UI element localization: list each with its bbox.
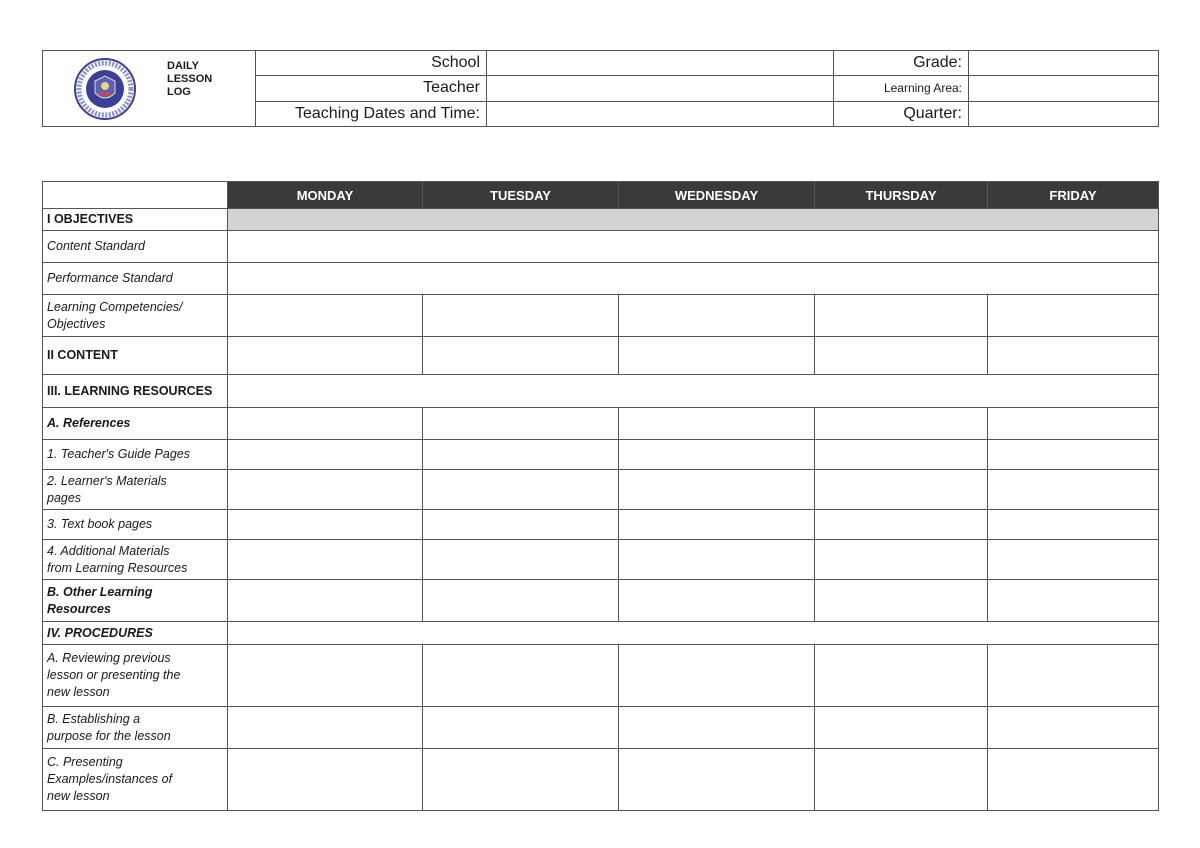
- day-header-tuesday: TUESDAY: [423, 182, 619, 209]
- section-row-procedures: [43, 622, 1159, 645]
- row-label-learning-resources: III. LEARNING RESOURCES: [43, 375, 228, 408]
- logo-cell: [43, 51, 256, 127]
- day-cell[interactable]: [423, 580, 619, 622]
- day-cell[interactable]: [228, 707, 423, 749]
- header-table: [42, 50, 1159, 127]
- day-cell[interactable]: [228, 470, 423, 510]
- label-line: Objectives: [47, 316, 106, 331]
- day-cell[interactable]: [815, 470, 988, 510]
- day-cell[interactable]: [619, 470, 815, 510]
- table-row: [43, 540, 1159, 580]
- label-line: Learning Competencies/: [47, 299, 183, 314]
- section-row-learning-resources: [43, 375, 1159, 408]
- table-row: [43, 645, 1159, 707]
- day-cell[interactable]: [423, 295, 619, 337]
- day-header-row: [43, 182, 1159, 209]
- label-line: A. Reviewing previous: [47, 651, 171, 665]
- title-line-daily: DAILY: [167, 60, 199, 72]
- table-row: [43, 440, 1159, 470]
- day-cell[interactable]: [988, 408, 1159, 440]
- day-cell[interactable]: [228, 295, 423, 337]
- day-cell[interactable]: [988, 470, 1159, 510]
- day-cell[interactable]: [423, 645, 619, 707]
- day-cell[interactable]: [988, 295, 1159, 337]
- teacher-field[interactable]: [487, 76, 834, 101]
- row-label-content-standard: Content Standard: [43, 231, 228, 263]
- day-cell[interactable]: [988, 440, 1159, 470]
- lesson-log-table: [42, 181, 1159, 811]
- day-cell[interactable]: [619, 645, 815, 707]
- day-cell[interactable]: [815, 408, 988, 440]
- day-cell[interactable]: [423, 540, 619, 580]
- row-label-performance-standard: Performance Standard: [43, 263, 228, 295]
- day-cell[interactable]: [423, 408, 619, 440]
- day-cell[interactable]: [228, 540, 423, 580]
- day-cell[interactable]: [619, 749, 815, 811]
- day-cell[interactable]: [228, 408, 423, 440]
- label-line: 2. Learner's Materials: [47, 473, 167, 488]
- day-cell[interactable]: [619, 337, 815, 375]
- day-cell[interactable]: [228, 749, 423, 811]
- day-cell[interactable]: [988, 510, 1159, 540]
- day-cell[interactable]: [423, 440, 619, 470]
- teaching-dates-label: Teaching Dates and Time:: [256, 101, 487, 126]
- day-cell[interactable]: [228, 337, 423, 375]
- day-cell[interactable]: [619, 295, 815, 337]
- learning-area-label: Learning Area:: [834, 76, 969, 101]
- label-line: new lesson: [47, 789, 110, 803]
- row-label-references: A. References: [43, 408, 228, 440]
- label-line: B. Establishing a: [47, 711, 141, 726]
- day-cell[interactable]: [619, 540, 815, 580]
- title-line-lesson: LESSON: [167, 73, 213, 85]
- row-label-learners-materials: [43, 470, 228, 510]
- table-row: [43, 470, 1159, 510]
- day-cell[interactable]: [423, 707, 619, 749]
- day-cell[interactable]: [815, 749, 988, 811]
- teacher-label: Teacher: [256, 76, 487, 101]
- day-cell[interactable]: [815, 440, 988, 470]
- day-header-friday: FRIDAY: [988, 182, 1159, 209]
- label-line: lesson or presenting the: [47, 668, 181, 682]
- row-label-learning-competencies: [43, 295, 228, 337]
- section-shade: [228, 375, 1159, 408]
- quarter-field[interactable]: [969, 101, 1159, 126]
- day-cell[interactable]: [815, 540, 988, 580]
- table-row: [43, 337, 1159, 375]
- daily-lesson-log-title: [167, 60, 212, 99]
- school-field[interactable]: [487, 51, 834, 76]
- day-cell[interactable]: [228, 645, 423, 707]
- day-cell[interactable]: [619, 510, 815, 540]
- label-line: from Learning Resources: [47, 560, 188, 575]
- row-label-procedures: IV. PROCEDURES: [43, 622, 228, 645]
- section-shade: [228, 622, 1159, 645]
- day-cell[interactable]: [815, 295, 988, 337]
- row-label-content: II CONTENT: [43, 337, 228, 375]
- day-cell[interactable]: [815, 645, 988, 707]
- table-row: [43, 408, 1159, 440]
- day-cell[interactable]: [423, 337, 619, 375]
- label-line: new lesson: [47, 685, 110, 699]
- day-cell[interactable]: [619, 580, 815, 622]
- table-row: [43, 295, 1159, 337]
- day-cell[interactable]: [228, 440, 423, 470]
- section-shade: [228, 209, 1159, 231]
- day-cell[interactable]: [423, 749, 619, 811]
- learning-area-field[interactable]: [969, 76, 1159, 101]
- day-cell[interactable]: [815, 580, 988, 622]
- day-cell[interactable]: [988, 580, 1159, 622]
- row-label-textbook: 3. Text book pages: [43, 510, 228, 540]
- label-line: B. Other Learning: [47, 584, 153, 599]
- section-row-objectives: [43, 209, 1159, 231]
- day-header-monday: MONDAY: [228, 182, 423, 209]
- day-cell[interactable]: [988, 749, 1159, 811]
- teaching-dates-field[interactable]: [487, 101, 834, 126]
- day-cell[interactable]: [423, 510, 619, 540]
- day-cell[interactable]: [988, 540, 1159, 580]
- content-standard-cell[interactable]: [228, 231, 1159, 263]
- row-label-reviewing: [43, 645, 228, 707]
- table-row: [43, 580, 1159, 622]
- day-cell[interactable]: [988, 645, 1159, 707]
- day-cell[interactable]: [815, 510, 988, 540]
- day-cell[interactable]: [988, 707, 1159, 749]
- table-row: [43, 231, 1159, 263]
- label-line: pages: [47, 490, 82, 505]
- row-label-teachers-guide: 1. Teacher's Guide Pages: [43, 440, 228, 470]
- label-line: Examples/instances of: [47, 772, 173, 786]
- deped-seal-icon: [73, 57, 137, 121]
- day-cell[interactable]: [619, 408, 815, 440]
- row-label-other-resources: [43, 580, 228, 622]
- grade-label: Grade:: [834, 51, 969, 76]
- day-cell[interactable]: [815, 337, 988, 375]
- row-label-objectives: I OBJECTIVES: [43, 209, 228, 231]
- label-line: Resources: [47, 601, 111, 616]
- grade-field[interactable]: [969, 51, 1159, 76]
- table-row: [43, 263, 1159, 295]
- label-line: 4. Additional Materials: [47, 543, 170, 558]
- performance-standard-cell[interactable]: [228, 263, 1159, 295]
- day-cell[interactable]: [815, 707, 988, 749]
- school-label: School: [256, 51, 487, 76]
- row-label-additional-materials: [43, 540, 228, 580]
- table-row: [43, 510, 1159, 540]
- row-label-presenting: [43, 749, 228, 811]
- day-cell[interactable]: [228, 510, 423, 540]
- day-cell[interactable]: [423, 470, 619, 510]
- table-row: [43, 707, 1159, 749]
- day-cell[interactable]: [228, 580, 423, 622]
- day-cell[interactable]: [619, 440, 815, 470]
- day-header-wednesday: WEDNESDAY: [619, 182, 815, 209]
- corner-cell: [43, 182, 228, 209]
- label-line: C. Presenting: [47, 755, 123, 769]
- quarter-label: Quarter:: [834, 101, 969, 126]
- table-row: [43, 749, 1159, 811]
- day-cell[interactable]: [988, 337, 1159, 375]
- day-header-thursday: THURSDAY: [815, 182, 988, 209]
- row-label-establishing: [43, 707, 228, 749]
- label-line: purpose for the lesson: [47, 728, 171, 743]
- day-cell[interactable]: [619, 707, 815, 749]
- title-line-log: LOG: [167, 86, 191, 98]
